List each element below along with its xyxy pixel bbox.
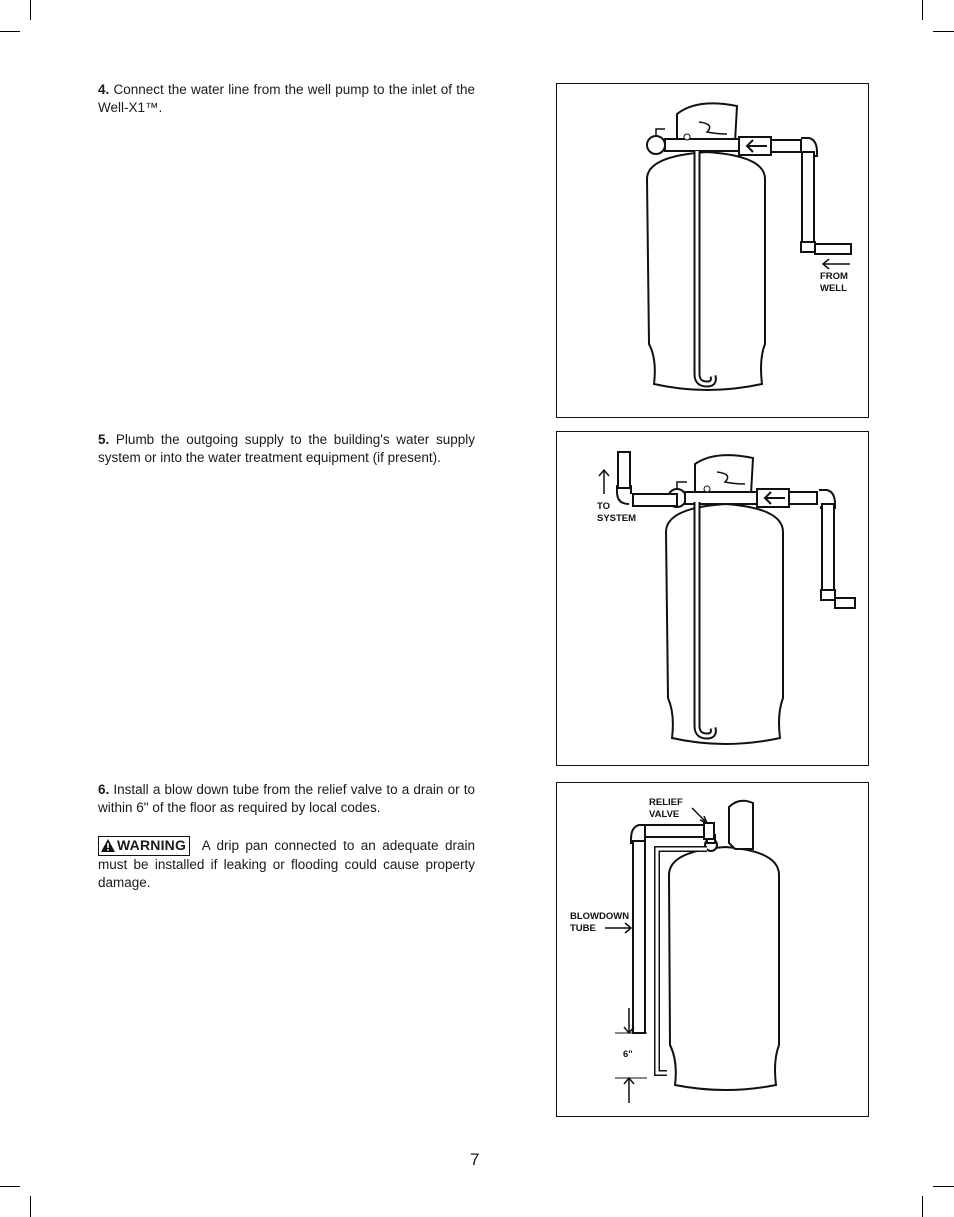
step-4-text bbox=[98, 81, 475, 117]
crop-mark bbox=[0, 31, 20, 32]
warning-badge-label: WARNING bbox=[117, 837, 187, 853]
figure-outlet-connection bbox=[556, 431, 869, 766]
six-inch-label: 6" bbox=[623, 1049, 633, 1060]
to-system-label-1: TO bbox=[597, 501, 611, 512]
figure-blowdown-tube bbox=[556, 782, 869, 1117]
step-6-text bbox=[98, 781, 475, 817]
relief-valve-label-1: RELIEF bbox=[649, 797, 683, 808]
step-body: Install a blow down tube from the relief valve to a drain or to within 6" of the floor as required by local codes. bbox=[98, 782, 475, 815]
step-number: 4. bbox=[98, 82, 110, 97]
step-body: Connect the water line from the well pump to the inlet of the Well-X1™. bbox=[98, 82, 475, 115]
to-system-label-2: SYSTEM bbox=[597, 513, 637, 524]
from-well-label-2: WELL bbox=[820, 283, 847, 294]
step-number: 5. bbox=[98, 432, 110, 447]
step-body: Plumb the outgoing supply to the building's water supply system or into the water treatment equipment (if present). bbox=[98, 432, 475, 465]
blowdown-tube-label-1: BLOWDOWN bbox=[570, 911, 630, 922]
blowdown-tube-label-2: TUBE bbox=[570, 923, 596, 934]
crop-mark bbox=[30, 1196, 31, 1217]
warning-text: A drip pan connected to an adequate drain must be installed if leaking or flooding could cause property damage. bbox=[98, 838, 475, 890]
step-5-text bbox=[98, 431, 475, 467]
tank-blowdown-illustration bbox=[557, 783, 870, 1118]
from-well-label-1: FROM bbox=[820, 271, 848, 282]
page-number: 7 bbox=[470, 1150, 480, 1169]
warning-triangle-icon bbox=[101, 839, 115, 855]
tank-outlet-illustration bbox=[557, 432, 870, 767]
tank-inlet-illustration bbox=[557, 84, 870, 419]
crop-mark bbox=[922, 1196, 923, 1217]
crop-mark bbox=[933, 31, 954, 32]
crop-mark bbox=[0, 1186, 20, 1187]
step-number: 6. bbox=[98, 782, 110, 797]
crop-mark bbox=[30, 0, 31, 20]
figure-inlet-connection bbox=[556, 83, 869, 418]
warning-block bbox=[98, 836, 475, 892]
relief-valve-label-2: VALVE bbox=[649, 809, 680, 820]
crop-mark bbox=[922, 0, 923, 20]
crop-mark bbox=[933, 1186, 954, 1187]
warning-badge bbox=[98, 836, 190, 856]
